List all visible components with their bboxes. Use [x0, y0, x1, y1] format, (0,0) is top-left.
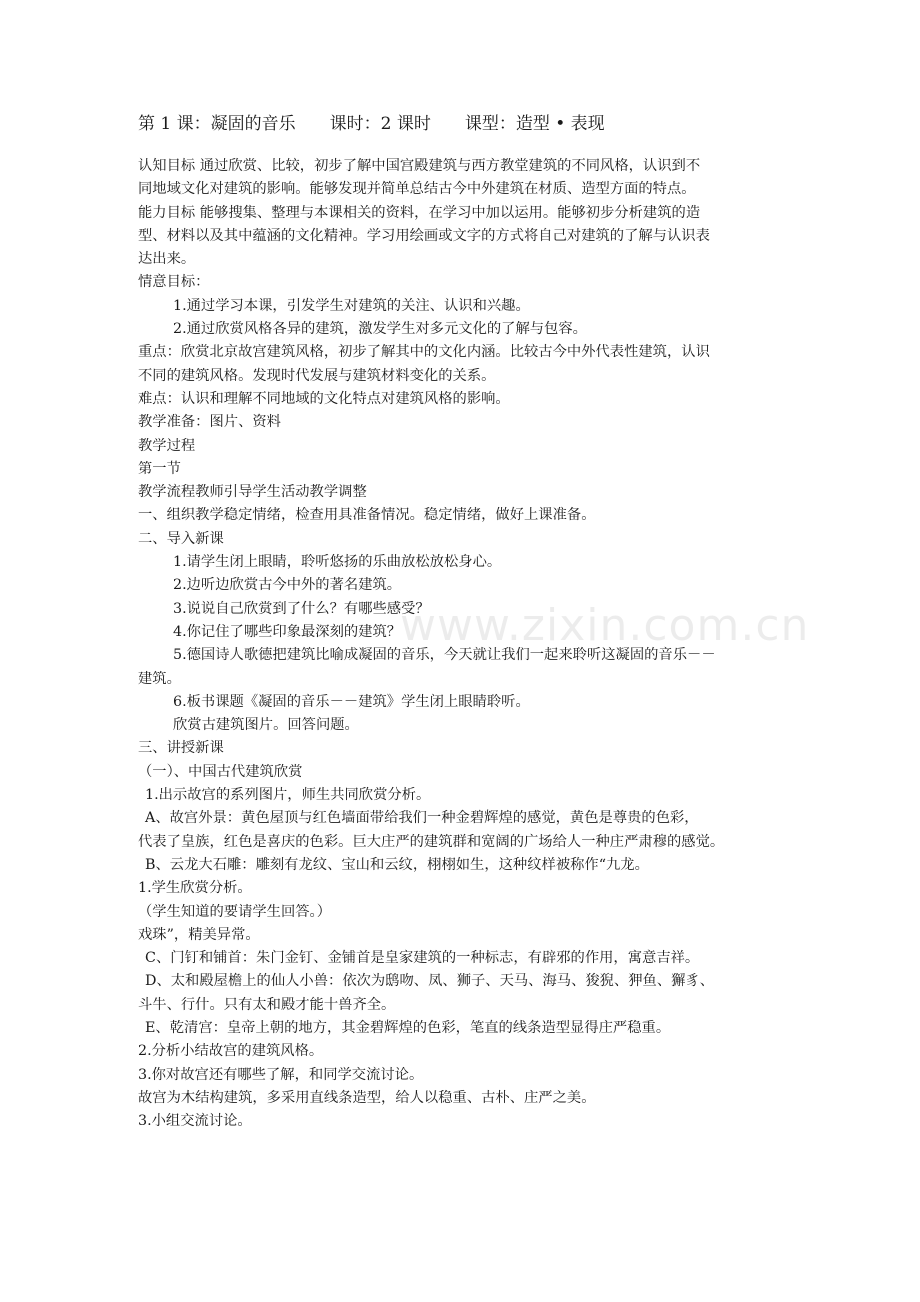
text-line: （一）、中国古代建筑欣赏	[138, 763, 303, 780]
text-line: 三、讲授新课	[138, 740, 224, 757]
document-page	[138, 110, 788, 1133]
watermark: www.zixin.com.cn	[400, 600, 810, 651]
text-line: 3.你对故宫还有哪些了解，和同学交流讨论。	[138, 1066, 424, 1083]
text-line: 一、组织教学稳定情绪，检查用具准备情况。稳定情绪，做好上课准备。	[138, 507, 596, 524]
text-line: 故宫为木结构建筑，多采用直线条造型，给人以稳重、古朴、庄严之美。	[138, 1089, 596, 1106]
text-line: 斗牛、行什。只有太和殿才能十兽齐全。	[138, 996, 396, 1013]
text-line: 难点：认识和理解不同地域的文化特点对建筑风格的影响。	[138, 390, 510, 407]
text-line: 同地域文化对建筑的影响。能够发现并简单总结古今中外建筑在材质、造型方面的特点。	[138, 181, 696, 198]
text-line: A、故宫外景：黄色屋顶与红色墙面带给我们一种金碧辉煌的感觉，黄色是尊贵的色彩，	[145, 810, 699, 827]
text-line: C、门钉和铺首：朱门金钉、金铺首是皇家建筑的一种标志，有辟邪的作用，寓意吉祥。	[145, 950, 700, 967]
text-line: 教学过程	[138, 437, 196, 454]
text-line: 教学流程教师引导学生活动教学调整	[138, 484, 367, 501]
text-line: 二、导入新课	[138, 530, 224, 547]
text-line: 型、材料以及其中蕴涵的文化精神。学习用绘画或文字的方式将自己对建筑的了解与认识表	[138, 227, 710, 244]
text-line: 重点：欣赏北京故宫建筑风格，初步了解其中的文化内涵。比较古今中外代表性建筑，认识	[138, 344, 710, 361]
text-line: 2.分析小结故宫的建筑风格。	[138, 1043, 324, 1060]
text-line: 认知目标 通过欣赏、比较，初步了解中国宫殿建筑与西方教堂建筑的不同风格，认识到不	[138, 158, 701, 174]
text-line: D、太和殿屋檐上的仙人小兽：依次为鸱吻、凤、狮子、天马、海马、狻猊、狎鱼、獬豸、	[145, 973, 715, 990]
text-line: 欣赏古建筑图片。回答问题。	[173, 717, 359, 734]
text-line: 1.请学生闭上眼睛，聆听悠扬的乐曲放松放松身心。	[173, 554, 502, 571]
lesson-title: 第 1 课：凝固的音乐 课时：2 课时 课型：造型 • 表现	[138, 114, 605, 134]
text-line: 达出来。	[138, 251, 196, 268]
text-line: 建筑。	[138, 670, 181, 687]
text-line: 1.通过学习本课，引发学生对建筑的关注、认识和兴趣。	[173, 297, 530, 314]
text-line: 5.德国诗人歌德把建筑比喻成凝固的音乐，今天就让我们一起来聆听这凝固的音乐－－	[173, 647, 716, 664]
text-line: E、乾清宫：皇帝上朝的地方，其金碧辉煌的色彩，笔直的线条造型显得庄严稳重。	[145, 1019, 671, 1036]
text-line: B、云龙大石雕：雕刻有龙纹、宝山和云纹，栩栩如生，这种纹样被称作“九龙。	[145, 856, 649, 873]
text-line: 戏珠”，精美异常。	[138, 926, 260, 943]
text-line: 3.说说自己欣赏到了什么？有哪些感受？	[173, 600, 430, 617]
text-line: 2.通过欣赏风格各异的建筑，激发学生对多元文化的了解与包容。	[173, 321, 587, 338]
text-line: 情意目标：	[138, 274, 210, 291]
text-line: 3.小组交流讨论。	[138, 1113, 252, 1130]
text-line: 不同的建筑风格。发现时代发展与建筑材料变化的关系。	[138, 367, 496, 384]
text-line: 4.你记住了哪些印象最深刻的建筑？	[173, 623, 402, 640]
text-line: 6.板书课题《凝固的音乐－－建筑》学生闭上眼睛聆听。	[173, 693, 530, 710]
text-line: 2.边听边欣赏古今中外的著名建筑。	[173, 577, 402, 594]
text-line: 教学准备：图片、资料	[138, 414, 281, 431]
text-line: 能力目标 能够搜集、整理与本课相关的资料，在学习中加以运用。能够初步分析建筑的造	[138, 204, 701, 221]
text-line: 1.出示故宫的系列图片，师生共同欣赏分析。	[145, 787, 431, 804]
text-line: 第一节	[138, 460, 181, 477]
document-body	[138, 155, 788, 1133]
text-line: 代表了皇族，红色是喜庆的色彩。巨大庄严的建筑群和宽阔的广场给人一种庄严肃穆的感觉。	[138, 833, 725, 850]
text-line: （学生知道的要请学生回答。）	[138, 903, 332, 920]
text-line: 1.学生欣赏分析。	[138, 880, 252, 897]
